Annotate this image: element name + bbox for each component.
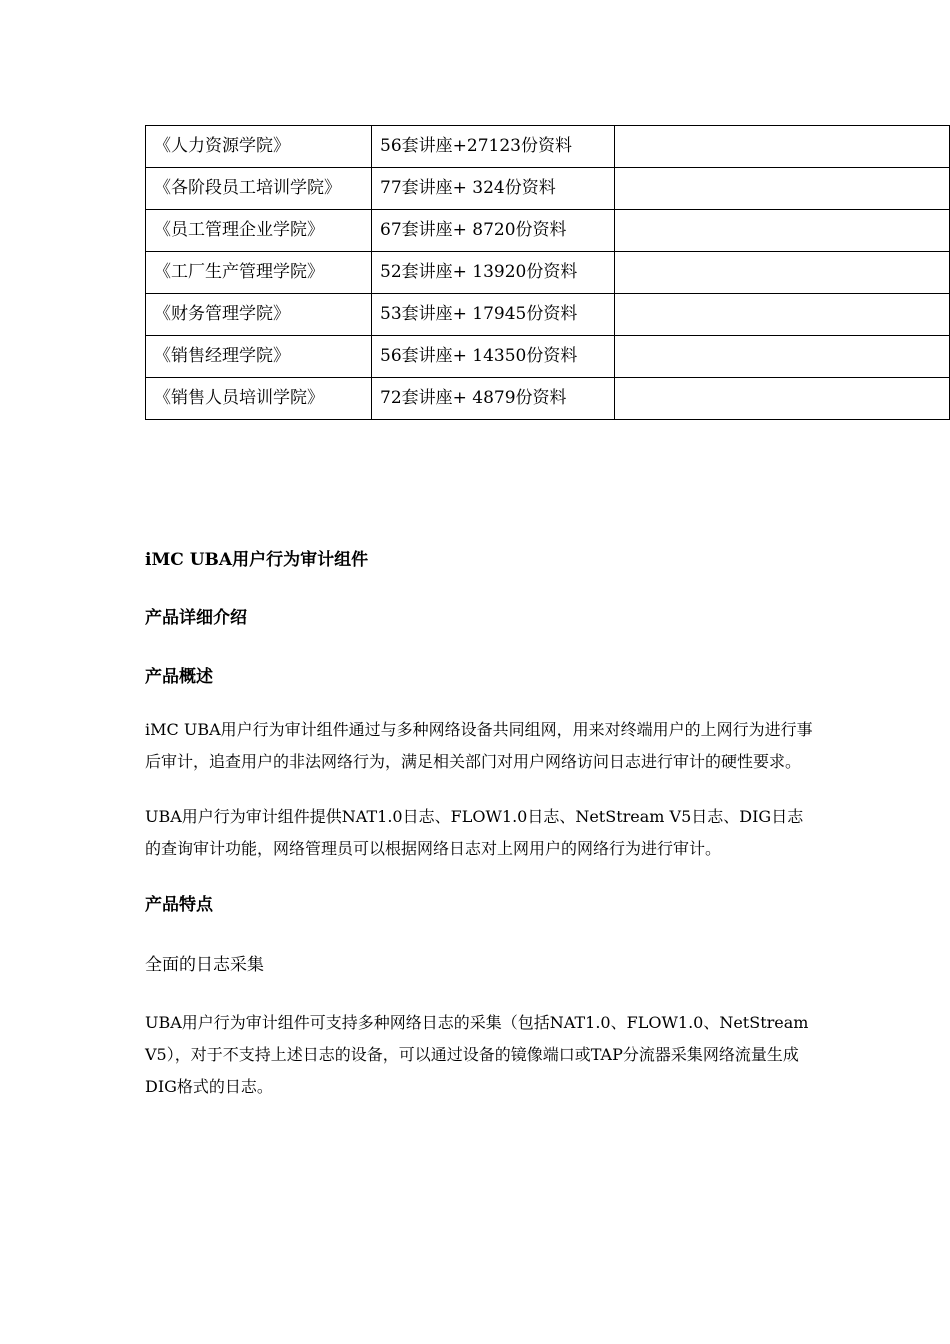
course-detail: 56套讲座+ 14350份资料 [372,336,615,378]
section-title: iMC UBA用户行为审计组件 [145,550,369,570]
feature-title: 全面的日志采集 [145,955,264,975]
course-note [615,168,950,210]
course-detail: 52套讲座+ 13920份资料 [372,252,615,294]
course-table [145,125,950,420]
course-name: 《工厂生产管理学院》 [146,252,372,294]
product-section [145,548,815,1103]
overview-heading: 产品概述 [145,667,213,687]
course-name: 《人力资源学院》 [146,126,372,168]
section-subtitle: 产品详细介绍 [145,608,247,628]
course-note [615,294,950,336]
table-row [146,168,950,210]
feature-paragraph: UBA用户行为审计组件可支持多种网络日志的采集（包括NAT1.0、FLOW1.0、NetStream V5），对于不支持上述日志的设备，可以通过设备的镜像端口或TAP分流器采集网络流量生成DIG格式的日志。 [145,1013,809,1096]
course-note [615,378,950,420]
course-name: 《销售经理学院》 [146,336,372,378]
overview-paragraph-2: UBA用户行为审计组件提供NAT1.0日志、FLOW1.0日志、NetStream V5日志、DIG日志的查询审计功能，网络管理员可以根据网络日志对上网用户的网络行为进行审计。 [145,807,804,858]
overview-paragraph-1: iMC UBA用户行为审计组件通过与多种网络设备共同组网，用来对终端用户的上网行为进行事后审计，追查用户的非法网络行为，满足相关部门对用户网络访问日志进行审计的硬性要求。 [145,720,813,771]
course-name: 《销售人员培训学院》 [146,378,372,420]
course-note [615,336,950,378]
table-row [146,294,950,336]
course-name: 《员工管理企业学院》 [146,210,372,252]
table-row [146,252,950,294]
features-heading: 产品特点 [145,895,213,915]
course-detail: 67套讲座+ 8720份资料 [372,210,615,252]
course-detail: 56套讲座+27123份资料 [372,126,615,168]
course-note [615,126,950,168]
table-row [146,210,950,252]
course-name: 《财务管理学院》 [146,294,372,336]
table-row [146,126,950,168]
course-detail: 72套讲座+ 4879份资料 [372,378,615,420]
course-name: 《各阶段员工培训学院》 [146,168,372,210]
course-detail: 77套讲座+ 324份资料 [372,168,615,210]
course-note [615,252,950,294]
course-note [615,210,950,252]
course-detail: 53套讲座+ 17945份资料 [372,294,615,336]
table-row [146,378,950,420]
table-row [146,336,950,378]
